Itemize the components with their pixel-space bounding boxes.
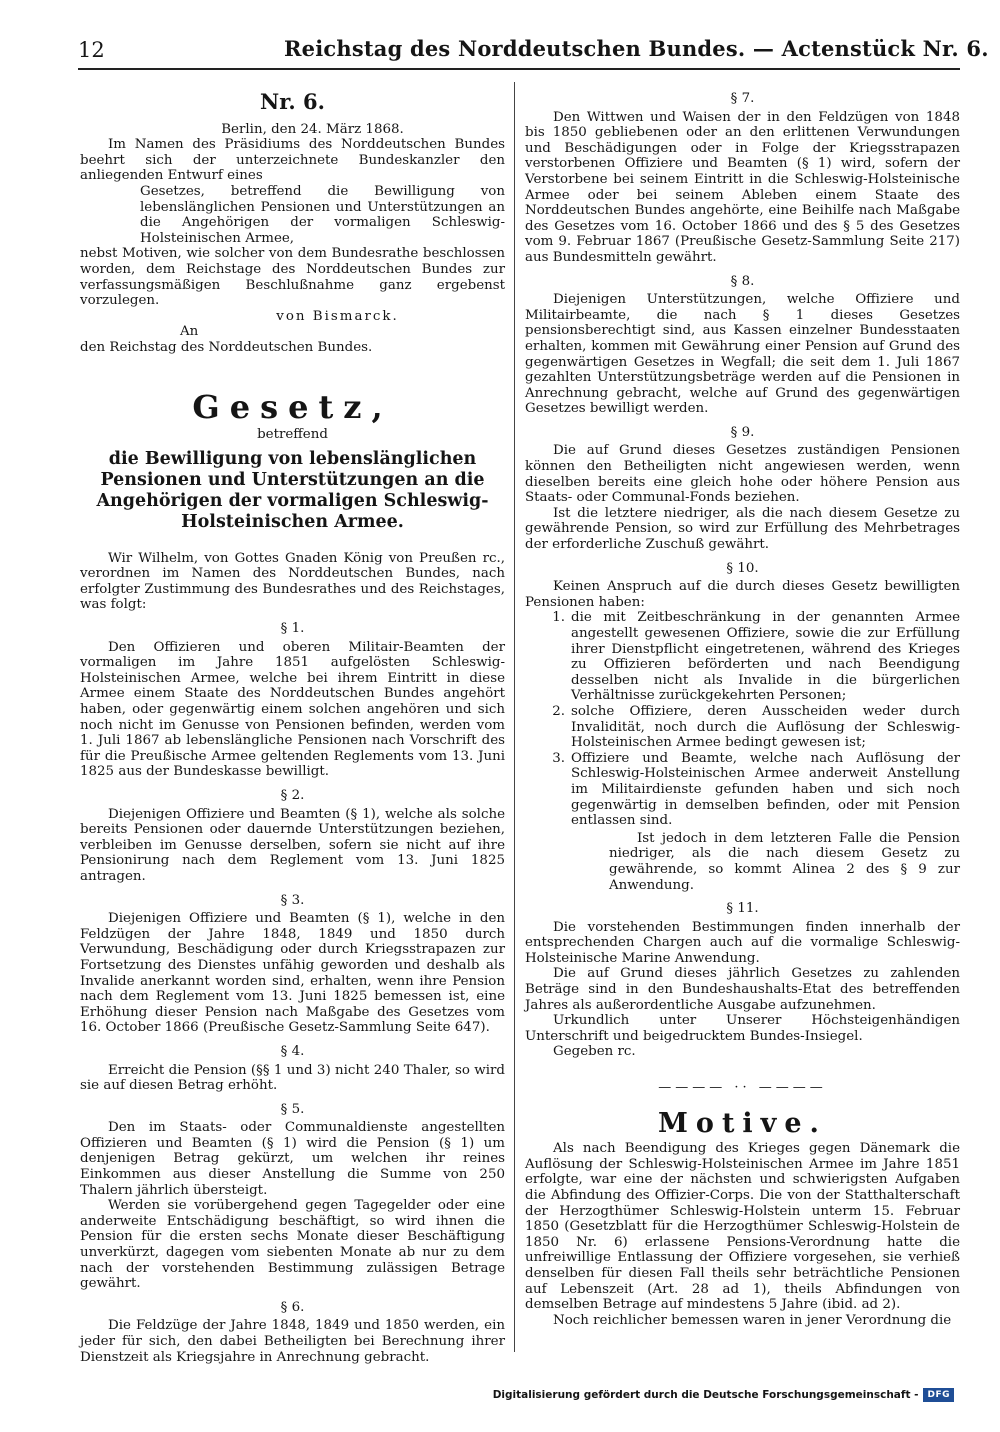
intro-law-title: Gesetzes, betreffend die Bewilligung von lebenslänglichen Pensionen und Unterstützungen an die Angehörigen der vormaligen Schleswig-Holsteinischen Armee, xyxy=(140,183,505,246)
list-item xyxy=(543,704,960,751)
running-head: Reichstag des Norddeutschen Bundes. — Actenstück Nr. 6. xyxy=(284,36,989,61)
list-text: die mit Zeitbeschränkung in der genannten Armee angestellt gewesenen Offiziere, sowie die zur Erfüllung ihrer Dienstpflicht eingetretenen, während des Krieges zu Offizieren beförderten und nach Beendigung desselben nicht als Invalide in die bürgerlichen Verhältnisse zurückgekehrten Personen; xyxy=(571,610,960,704)
section-heading: § 8. xyxy=(730,273,755,289)
section-heading: § 10. xyxy=(726,560,759,576)
section-text: Den Offizieren und oberen Militair-Beamten der vormaligen im Jahre 1851 aufgelösten Schleswig-Holsteinischen Armee, welche bei ihrem Eintritt in diese Armee einem Staate des Norddeutschen Bundes angehört haben, oder gegenwärtig einem solchen angehören und sich noch nicht im Genusse von Pensionen befinden, werden vom 1. Juli 1867 ab lebenslängliche Pensionen nach Vorschrift des für die Preußische Armee geltenden Reglements vom 13. Juni 1825 aus der Bundeskasse bewilligt. xyxy=(80,639,505,780)
footer-credit-text: Digitalisierung gefördert durch die Deutsche Forschungsgemeinschaft - xyxy=(492,1389,919,1401)
address-block xyxy=(80,324,505,355)
list-item xyxy=(543,751,960,829)
date-line: Berlin, den 24. März 1868. xyxy=(221,121,404,137)
section-text: Diejenigen Offiziere und Beamten (§ 1), welche in den Feldzügen der Jahre 1848, 1849 und 1850 durch Verwundung, Beschädigung oder durch Kriegsstrapazen zur Fortsetzung des Dienstes unfähig geworden und deshalb als Invalide anerkannt worden sind, erhalten, wenn ihre Pension nach dem Reglement vom 13. Juni 1825 bemessen ist, eine Erhöhung dieser Pension nach Maßgabe des Gesetzes vom 16. October 1866 (Preußische Gesetz-Sammlung Seite 647). xyxy=(80,911,505,1036)
preamble: Wir Wilhelm, von Gottes Gnaden König von Preußen rc., verordnen im Namen des Norddeutschen Bundes, nach erfolgter Zustimmung des Bundesrathes und des Reichstages, was folgt: xyxy=(80,550,505,613)
section-heading: § 3. xyxy=(280,892,305,908)
section-text: Die auf Grund dieses Gesetzes zuständigen Pensionen können den Betheiligten nicht angewiesen werden, wenn dieselben bereits eine gleich hohe oder höhere Pension aus Staats- oder Communal-Fonds beziehen. xyxy=(525,443,960,506)
section-heading: § 5. xyxy=(280,1101,305,1117)
section-heading: § 7. xyxy=(730,91,755,106)
right-column xyxy=(525,83,960,1328)
section-text: Den Wittwen und Waisen der in den Feldzügen von 1848 bis 1850 gebliebenen oder an den erlittenen Verwundungen und Beschädigungen oder in Folge der Kriegsstrapazen verstorbenen Offiziere und Beamten (§ 1) wird, sofern der Verstorbene bei seinem Eintritt in die Schleswig-Holsteinische Armee oder bei seinem Ableben einem Staate des Norddeutschen Bundes angehörte, eine Beihilfe nach Maßgabe des Gesetzes vom 16. October 1866 und des § 5 des Gesetzes vom 9. Februar 1867 (Preußische Gesetz-Sammlung Seite 217) aus Bundesmitteln gewährt. xyxy=(525,109,960,265)
address-recipient: den Reichstag des Norddeutschen Bundes. xyxy=(80,339,373,355)
law-subject: die Bewilligung von lebenslänglichen Pensionen und Unterstützungen an die Angehörigen der vormaligen Schleswig-Holsteinischen Armee. xyxy=(96,448,489,532)
motive-title: Motive. xyxy=(658,1107,827,1139)
law-title: Gesetz, xyxy=(192,387,393,426)
section-text: Die Feldzüge der Jahre 1848, 1849 und 1850 werden, ein jeder für sich, den dabei Betheiligten bei Berechnung ihrer Dienstzeit als Kriegsjahre in Anrechnung gebracht. xyxy=(80,1318,505,1365)
list-text: solche Offiziere, deren Ausscheiden weder durch Invalidität, noch durch die Auflösung der Schleswig-Holsteinischen Armee bedingt gewesen ist; xyxy=(571,703,960,751)
exclusion-list xyxy=(543,610,960,828)
section-heading: § 2. xyxy=(280,788,305,803)
list-item xyxy=(543,610,960,704)
section-text: Den im Staats- oder Communaldienste angestellten Offizieren und Beamten (§ 1) wird die Pension (§ 1) um denjenigen Betrag gekürzt, um welchen ihr reines Einkommen aus dieser Anstellung die Summe von 250 Thalern jährlich übersteigt. xyxy=(80,1120,505,1198)
motive-text: Als nach Beendigung des Krieges gegen Dänemark die Auflösung der Schleswig-Holsteinischen Armee im Jahre 1851 erfolgte, war eine der nächsten und schwierigsten Aufgaben die Abfindung des Offizier-Corps. Die von der Statthalterschaft der Herzogthümer Schleswig-Holstein unterm 15. Februar 1850 (Gesetzblatt für die Herzogthümer Schleswig-Holstein de 1850 Nr. 6) erlassene Pensions-Verordnung hatte die unfreiwillige Entlassung der Offiziere vorgesehen, sie verhieß denselben für diesen Fall theils sehr beträchtliche Pensionen auf Lebenszeit (Art. 28 ad 1), theils Abfindungen von demselben Betrage auf mindestens 5 Jahre (ibid. ad 2). xyxy=(525,1141,960,1313)
page-number: 12 xyxy=(78,38,105,62)
dfg-logo: DFG xyxy=(923,1388,954,1402)
section-heading: § 9. xyxy=(730,424,755,440)
signature: von Bismarck. xyxy=(276,308,399,324)
section-text: Erreicht die Pension (§§ 1 und 3) nicht 240 Thaler, so wird sie auf diesen Betrag erhöht. xyxy=(80,1062,505,1094)
left-column xyxy=(80,86,505,1365)
header-rule xyxy=(78,68,960,70)
list-number: 1. xyxy=(552,610,565,626)
address-an: An xyxy=(180,324,199,340)
divider-ornament: ———— ·· ———— xyxy=(658,1080,827,1096)
section-text: Werden sie vorübergehend gegen Tagegelder oder eine anderweite Entschädigung beschäftigt, so wird ihnen die Pension für die ersten sechs Monate dieser Beschäftigung unverkürzt, dagegen vom siebenten Monate ab nur zu dem nach der vorstehenden Bestimmung zulässigen Betrage gewährt. xyxy=(80,1198,505,1292)
intro-text: Im Namen des Präsidiums des Norddeutschen Bundes beehrt sich der unterzeichnete Bundeskanzler den anliegenden Entwurf eines xyxy=(80,137,505,184)
section-text: Diejenigen Unterstützungen, welche Offiziere und Militairbeamte, die nach § 1 dieses Gesetzes pensionsberechtigt sind, aus Kassen einzelner Bundesstaaten erhalten, kommen mit Gewährung einer Pension auf Grund des gegenwärtigen Gesetzes in Wegfall; die seit dem 1. Juli 1867 gezahlten Unterstützungsbeträge werden auf die Pensionen in Anrechnung gebracht, welche auf Grund des gegenwärtigen Gesetzes bewilligt werden. xyxy=(525,292,960,417)
doc-number: Nr. 6. xyxy=(260,89,325,114)
list-number: 2. xyxy=(552,703,565,719)
section-text: Die vorstehenden Bestimmungen finden innerhalb der entsprechenden Chargen auch auf die vormalige Schleswig-Holsteinische Marine Anwendung. xyxy=(525,919,960,966)
section-text: Ist die letztere niedriger, als die nach diesem Gesetze zu gewährende Pension, so wird zur Erfüllung des Mehrbetrages der erforderliche Zuschuß gewährt. xyxy=(525,505,960,553)
column-divider xyxy=(514,82,515,1352)
intro-continuation: nebst Motiven, wie solcher von dem Bundesrathe beschlossen worden, dem Reichstage des Norddeutschen Bundes zur verfassungsmäßigen Beschlußnahme ganz ergebenst vorzulegen. xyxy=(80,246,505,309)
law-betreffend: betreffend xyxy=(257,427,328,443)
list-number: 3. xyxy=(552,750,565,766)
section-text: Die auf Grund dieses jährlich Gesetzes zu zahlenden Beträge sind in den Bundeshaushalts-Etat des betreffenden Jahres als außerordentliche Ausgabe aufzunehmen. xyxy=(525,966,960,1013)
section-heading: § 11. xyxy=(726,901,759,917)
closing-formula: Urkundlich unter Unserer Höchsteigenhändigen Unterschrift und beigedrucktem Bundes-Insiegel. xyxy=(525,1013,960,1044)
footer-credit xyxy=(493,1388,954,1402)
closing-given: Gegeben rc. xyxy=(553,1044,636,1060)
section-heading: § 6. xyxy=(280,1299,305,1315)
list-text: Offiziere und Beamte, welche nach Auflösung der Schleswig-Holsteinischen Armee anderweit Anstellung im Militairdienste gefunden haben und sich noch gegenwärtig in demselben befinden, oder mit Pension entlassen sind. xyxy=(571,750,960,829)
motive-text: Noch reichlicher bemessen waren in jener Verordnung die xyxy=(553,1312,952,1328)
section-text: Keinen Anspruch auf die durch dieses Gesetz bewilligten Pensionen haben: xyxy=(525,579,960,610)
section-text: Ist jedoch in dem letzteren Falle die Pension niedriger, als die nach diesem Gesetz zu gewährende, so kommt Alinea 2 des § 9 zur Anwendung. xyxy=(609,830,960,893)
section-text: Diejenigen Offiziere und Beamten (§ 1), welche als solche bereits Pensionen oder dauernde Unterstützungen beziehen, verbleiben im Genusse derselben, sofern sie nicht auf ihre Pensionirung nach dem Reglement vom 13. Juni 1825 antragen. xyxy=(80,806,505,884)
section-heading: § 1. xyxy=(280,621,305,637)
section-heading: § 4. xyxy=(280,1043,305,1059)
